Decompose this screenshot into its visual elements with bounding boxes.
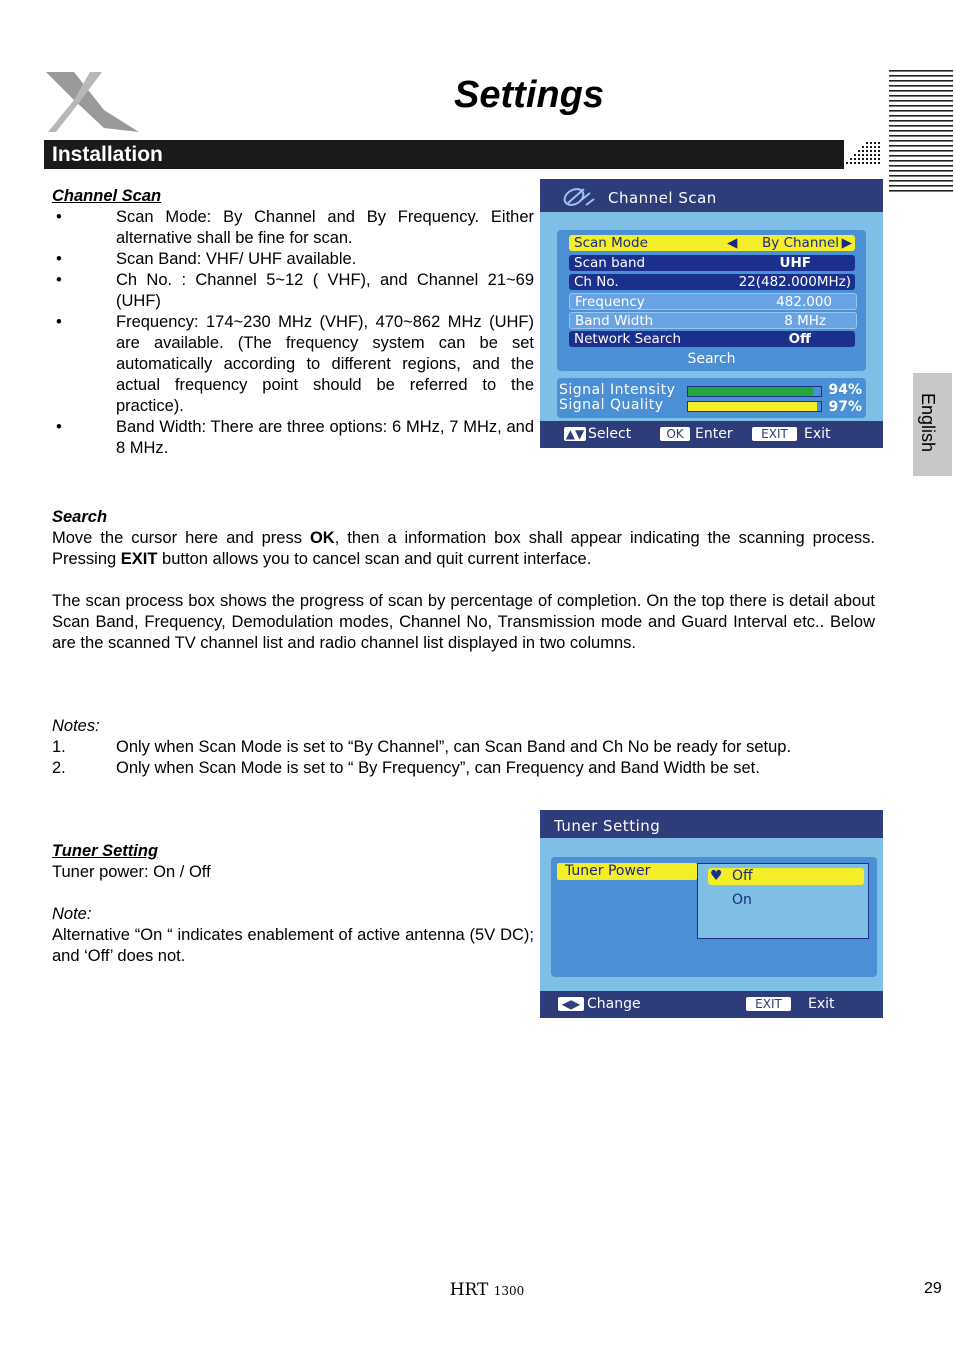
signal-intensity-fill	[688, 387, 813, 396]
page-title: Settings	[454, 74, 604, 116]
osd-title: Channel Scan	[608, 189, 717, 207]
tuner-note-text: Alternative “On “ indicates enablement of active antenna (5V DC); and ‘Off’ does not.	[52, 926, 534, 965]
option-off[interactable]: ♥ Off	[708, 868, 864, 885]
band-width-row[interactable]: Band Width 8 MHz	[569, 312, 857, 329]
signal-quality-bar	[687, 401, 822, 412]
up-down-key-icon: ▲▼	[565, 427, 585, 441]
left-right-key-icon: ◀▶	[558, 997, 584, 1011]
tuner-setting-screenshot	[540, 810, 883, 1018]
list-item: • Band Width: There are three options: 6 MHz, 7 MHz, and 8 MHz.	[56, 418, 534, 457]
channel-scan-heading: Channel Scan	[52, 187, 162, 205]
notes-section	[52, 716, 875, 779]
channel-scan-screenshot	[540, 179, 883, 448]
option-on[interactable]: On	[732, 892, 752, 908]
tuner-heading: Tuner Setting	[52, 842, 159, 860]
tuner-panel	[551, 857, 877, 977]
search-paragraph-1: Move the cursor here and press OK, then a information box shall appear indicating the scanning process. Pressing EXIT button allows you to cancel scan and quit current interface.	[52, 529, 875, 568]
signal-intensity-value: 94%	[828, 382, 862, 398]
osd-title: Tuner Setting	[554, 817, 661, 835]
footer-model: HRT 1300	[449, 1280, 525, 1300]
language-tab-label: English	[918, 393, 938, 453]
tuner-power-line: Tuner power: On / Off	[52, 863, 211, 881]
scan-settings-panel	[557, 230, 866, 371]
notes-list	[52, 737, 875, 779]
ok-key: OK	[660, 427, 690, 441]
search-paragraph-2: The scan process box shows the progress of scan by percentage of completion. On the top there is detail about Scan Band, Frequency, Demodulation modes, Channel No, Transmission mode and Guard Interval etc.. Below are the scanned TV channel list and radio channel list displayed in two columns.	[52, 592, 875, 652]
scan-mode-row[interactable]: Scan Mode ◀ By Channel ▶	[569, 235, 855, 251]
satellite-dish-icon	[560, 183, 596, 209]
osd-footer: ◀▶ Change EXIT Exit	[540, 991, 883, 1018]
section-header	[44, 140, 884, 169]
osd-header	[540, 810, 883, 838]
frequency-row[interactable]: Frequency 482.000	[569, 293, 857, 310]
language-tab	[913, 373, 952, 476]
tuner-section	[52, 841, 534, 967]
channel-scan-bullets	[52, 207, 534, 459]
search-section	[52, 507, 875, 654]
osd-footer: ▲▼ Select OK Enter EXIT Exit	[540, 421, 883, 448]
section-title: Installation	[52, 143, 163, 166]
exit-key: EXIT	[746, 997, 791, 1011]
signal-quality-fill	[688, 402, 817, 411]
arrow-left-icon: ◀	[727, 235, 738, 251]
signal-quality-label: Signal Quality	[559, 397, 664, 413]
tuner-note-heading: Note:	[52, 905, 92, 923]
network-search-row[interactable]: Network Search Off	[569, 331, 855, 347]
arrow-right-icon: ▶	[841, 235, 852, 251]
tuner-power-row[interactable]: Tuner Power	[557, 863, 697, 880]
search-heading: Search	[52, 508, 108, 526]
channel-scan-section	[52, 186, 534, 459]
list-item: • Ch No. : Channel 5~12 ( VHF), and Channel 21~69 (UHF)	[56, 271, 534, 310]
scan-band-row[interactable]: Scan band UHF	[569, 255, 855, 271]
tuner-power-dropdown[interactable]	[697, 863, 869, 939]
signal-intensity-bar	[687, 386, 822, 397]
osd-header	[540, 179, 883, 212]
signal-quality-value: 97%	[828, 399, 862, 415]
ch-no-row[interactable]: Ch No. 22(482.000MHz)	[569, 274, 855, 290]
exit-key: EXIT	[752, 427, 797, 441]
heart-icon: ♥	[710, 868, 723, 884]
notes-heading: Notes:	[52, 717, 100, 735]
signal-panel	[557, 378, 866, 418]
section-dots-decoration	[844, 140, 884, 169]
list-item: • Frequency: 174~230 MHz (VHF), 470~862 MHz (UHF) are available. (The frequency system can be set automatically according to different regions, and the actual frequency point should be referred to the practice).	[56, 313, 534, 415]
page-number: 29	[924, 1280, 942, 1297]
list-item: • Scan Band: VHF/ UHF available.	[56, 250, 357, 268]
list-item: • Scan Mode: By Channel and By Frequency. Either alternative shall be fine for scan.	[56, 208, 534, 247]
list-item: 1. Only when Scan Mode is set to “By Channel”, can Scan Band and Ch No be ready for setup.	[52, 738, 792, 756]
list-item: 2. Only when Scan Mode is set to “ By Frequency”, can Frequency and Band Width be set.	[52, 759, 760, 777]
decorative-stripes	[889, 70, 953, 194]
search-button[interactable]: Search	[687, 351, 736, 367]
signal-intensity-label: Signal Intensity	[559, 382, 676, 398]
